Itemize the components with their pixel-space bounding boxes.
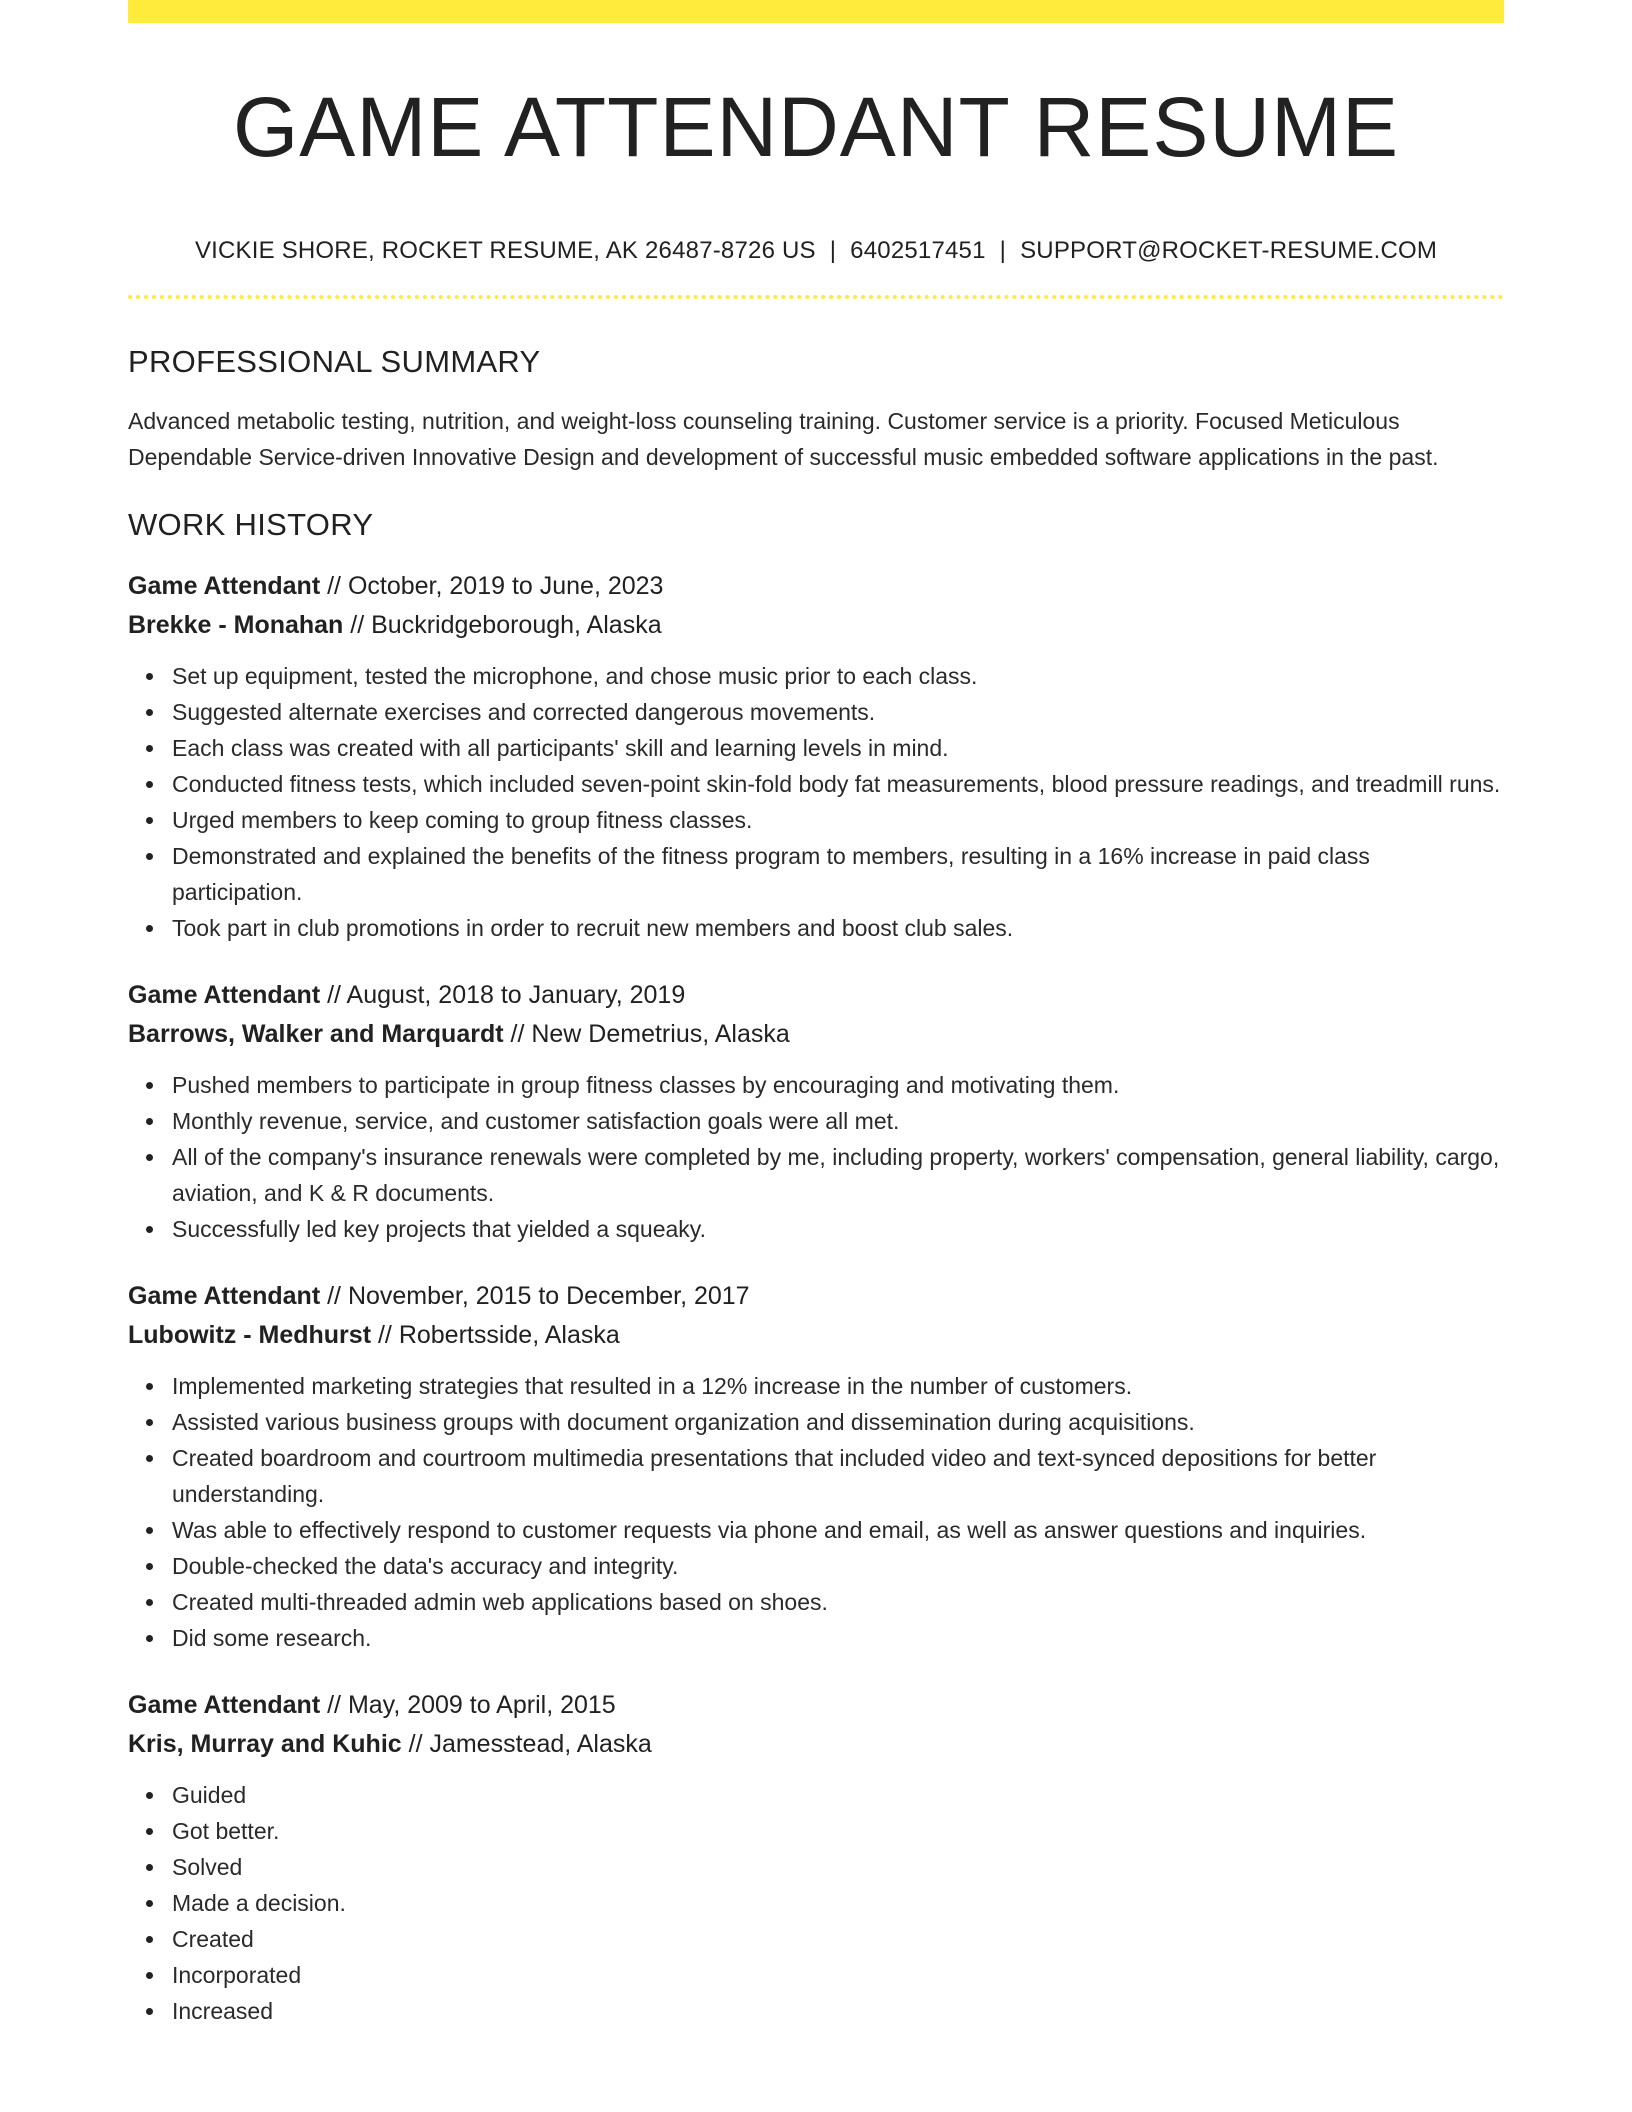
contact-email: SUPPORT@ROCKET-RESUME.COM bbox=[1020, 237, 1438, 264]
list-item: Urged members to keep coming to group fitness classes. bbox=[172, 802, 1504, 838]
top-accent-bar bbox=[128, 0, 1504, 23]
job-company-line bbox=[128, 1015, 1504, 1054]
list-item: Implemented marketing strategies that resulted in a 12% increase in the number of customers. bbox=[172, 1368, 1504, 1404]
job-title: Game Attendant bbox=[128, 572, 321, 600]
list-item: Guided bbox=[172, 1777, 1504, 1813]
job-bullet-list bbox=[128, 1368, 1504, 1656]
job-bullet-list bbox=[128, 658, 1504, 946]
list-item: Created boardroom and courtroom multimedia presentations that included video and text-synced depositions for better understanding. bbox=[172, 1440, 1504, 1512]
list-item: Solved bbox=[172, 1849, 1504, 1885]
list-item: Conducted fitness tests, which included seven-point skin-fold body fat measurements, blood pressure readings, and treadmill runs. bbox=[172, 766, 1504, 802]
job-dates: // August, 2018 to January, 2019 bbox=[320, 981, 686, 1009]
job-title-line bbox=[128, 1277, 1504, 1316]
job-dates: // November, 2015 to December, 2017 bbox=[320, 1282, 750, 1310]
list-item: Set up equipment, tested the microphone, and chose music prior to each class. bbox=[172, 658, 1504, 694]
list-item: Increased bbox=[172, 1993, 1504, 2029]
summary-heading: PROFESSIONAL SUMMARY bbox=[128, 344, 541, 379]
job-bullet-list bbox=[128, 1067, 1504, 1247]
page-title: GAME ATTENDANT RESUME bbox=[232, 80, 1400, 174]
list-item: Incorporated bbox=[172, 1957, 1504, 1993]
list-item: Demonstrated and explained the benefits of the fitness program to members, resulting in a 16% increase in paid class participation. bbox=[172, 838, 1504, 910]
job-bullet-list bbox=[128, 1777, 1504, 2029]
list-item: Got better. bbox=[172, 1813, 1504, 1849]
list-item: Double-checked the data's accuracy and integrity. bbox=[172, 1548, 1504, 1584]
job-dates: // May, 2009 to April, 2015 bbox=[320, 1691, 616, 1719]
contact-separator: | bbox=[999, 237, 1007, 264]
job-entry bbox=[128, 1686, 1504, 2029]
job-title: Game Attendant bbox=[128, 1691, 321, 1719]
list-item: Took part in club promotions in order to recruit new members and boost club sales. bbox=[172, 910, 1504, 946]
job-company-line bbox=[128, 1316, 1504, 1355]
job-entry bbox=[128, 567, 1504, 946]
job-company: Kris, Murray and Kuhic bbox=[128, 1730, 402, 1758]
job-location: // Jamesstead, Alaska bbox=[401, 1730, 652, 1758]
list-item: Monthly revenue, service, and customer satisfaction goals were all met. bbox=[172, 1103, 1504, 1139]
list-item: Suggested alternate exercises and corrected dangerous movements. bbox=[172, 694, 1504, 730]
job-title: Game Attendant bbox=[128, 1282, 321, 1310]
job-dates: // October, 2019 to June, 2023 bbox=[320, 572, 664, 600]
job-title: Game Attendant bbox=[128, 981, 321, 1009]
list-item: All of the company's insurance renewals were completed by me, including property, workers' compensation, general liability, cargo, aviation, and K & R documents. bbox=[172, 1139, 1504, 1211]
list-item: Each class was created with all participants' skill and learning levels in mind. bbox=[172, 730, 1504, 766]
job-location: // New Demetrius, Alaska bbox=[503, 1020, 790, 1048]
job-company: Barrows, Walker and Marquardt bbox=[128, 1020, 504, 1048]
list-item: Pushed members to participate in group fitness classes by encouraging and motivating them. bbox=[172, 1067, 1504, 1103]
list-item: Successfully led key projects that yielded a squeaky. bbox=[172, 1211, 1504, 1247]
job-title-line bbox=[128, 976, 1504, 1015]
dotted-divider bbox=[128, 295, 1504, 299]
job-location: // Robertsside, Alaska bbox=[371, 1321, 620, 1349]
list-item: Assisted various business groups with document organization and dissemination during acquisitions. bbox=[172, 1404, 1504, 1440]
list-item: Created bbox=[172, 1921, 1504, 1957]
contact-phone: 6402517451 bbox=[850, 237, 986, 264]
job-title-line bbox=[128, 567, 1504, 606]
job-entry bbox=[128, 976, 1504, 1247]
summary-text: Advanced metabolic testing, nutrition, and weight-loss counseling training. Customer service is a priority. Focused Meticulous Dependable Service-driven Innovative Design and development of successful music embedded software applications in the past. bbox=[128, 408, 1439, 470]
contact-address: VICKIE SHORE, ROCKET RESUME, AK 26487-8726 US bbox=[194, 237, 816, 264]
contact-line bbox=[128, 237, 1504, 265]
resume-page bbox=[128, 0, 1504, 2029]
list-item: Made a decision. bbox=[172, 1885, 1504, 1921]
job-entry bbox=[128, 1277, 1504, 1656]
job-company-line bbox=[128, 606, 1504, 645]
work-history-heading: WORK HISTORY bbox=[128, 507, 374, 542]
job-company: Brekke - Monahan bbox=[128, 611, 344, 639]
job-location: // Buckridgeborough, Alaska bbox=[343, 611, 662, 639]
contact-separator: | bbox=[829, 237, 837, 264]
job-company-line bbox=[128, 1725, 1504, 1764]
job-title-line bbox=[128, 1686, 1504, 1725]
work-history-list bbox=[128, 567, 1504, 2029]
list-item: Was able to effectively respond to customer requests via phone and email, as well as answer questions and inquiries. bbox=[172, 1512, 1504, 1548]
job-company: Lubowitz - Medhurst bbox=[128, 1321, 372, 1349]
list-item: Did some research. bbox=[172, 1620, 1504, 1656]
list-item: Created multi-threaded admin web applications based on shoes. bbox=[172, 1584, 1504, 1620]
